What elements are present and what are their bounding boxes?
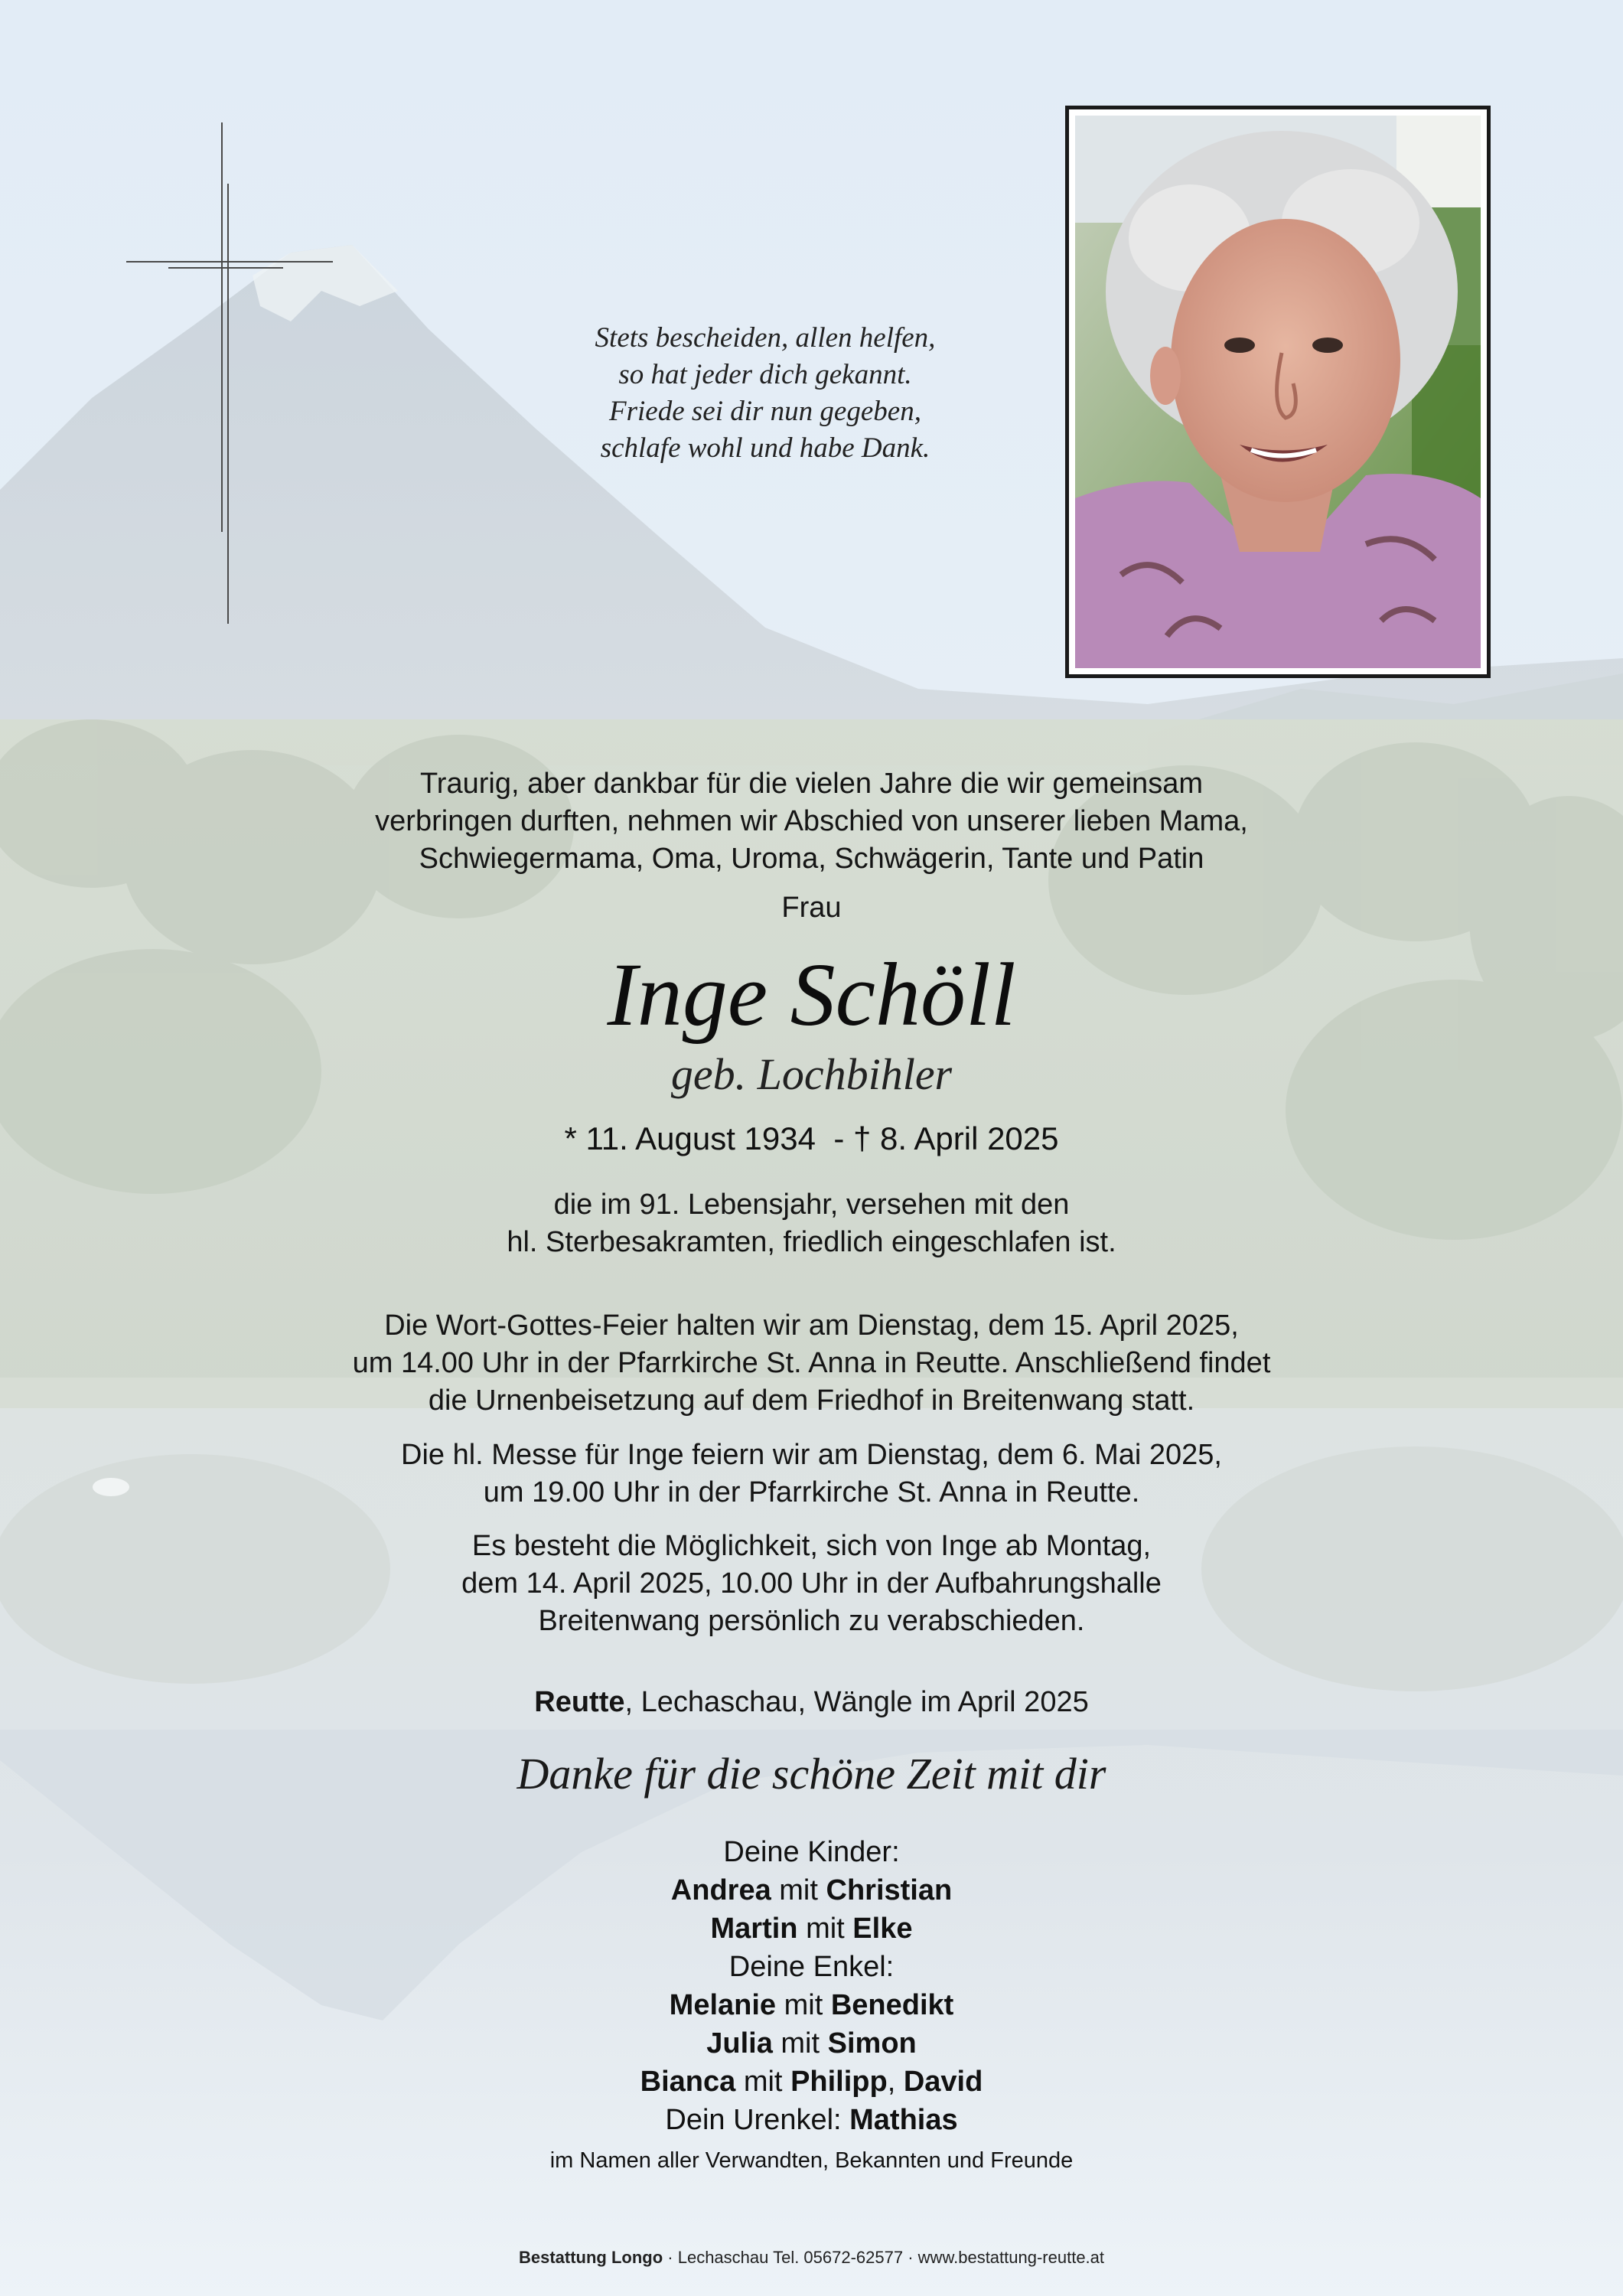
great-grandchild-label: Dein Urenkel: — [665, 2104, 850, 2136]
poem-line: Stets bescheiden, allen helfen, — [595, 322, 936, 354]
poem-line: Friede sei dir nun gegeben, — [609, 396, 921, 427]
family-name: David — [903, 2066, 983, 2098]
service-line: die Urnenbeisetzung auf dem Friedhof in Breitenwang statt. — [428, 1384, 1195, 1417]
poem-line: schlafe wohl und habe Dank. — [600, 432, 930, 464]
intro-text — [0, 765, 1623, 878]
children-label: Deine Kinder: — [723, 1836, 900, 1868]
family-line — [0, 1871, 1623, 1910]
poem — [536, 320, 995, 467]
family-name: Benedikt — [830, 1989, 954, 2021]
service-line: um 14.00 Uhr in der Pfarrkirche St. Anna in Reutte. Anschließend findet — [352, 1347, 1271, 1379]
viewing-text — [0, 1528, 1623, 1640]
deceased-name: Inge Schöll — [607, 944, 1016, 1045]
intro-line: verbringen durften, nehmen wir Abschied von unserer lieben Mama, — [375, 805, 1248, 837]
portrait-image — [1075, 116, 1481, 668]
family-name: Julia — [706, 2027, 773, 2060]
viewing-line: Es besteht die Möglichkeit, sich von Inge ab Montag, — [471, 1530, 1152, 1562]
family-name: Elke — [852, 1913, 913, 1945]
family-name: Bianca — [640, 2066, 736, 2098]
closing-text: im Namen aller Verwandten, Bekannten und Freunde — [549, 2148, 1074, 2173]
grandchildren-label: Deine Enkel: — [728, 1951, 895, 1983]
family-mit: mit — [771, 1874, 826, 1906]
family-name: Christian — [826, 1874, 953, 1906]
family-name: Philipp — [790, 2066, 888, 2098]
intro-line: Traurig, aber dankbar für die vielen Jahre die wir gemeinsam — [420, 768, 1203, 800]
service-line: Die Wort-Gottes-Feier halten wir am Dienstag, dem 15. April 2025, — [384, 1309, 1239, 1342]
viewing-line: dem 14. April 2025, 10.00 Uhr in der Aufbahrungshalle — [461, 1567, 1162, 1600]
family-line — [0, 1910, 1623, 1948]
family-line — [0, 2024, 1623, 2063]
family-name: Melanie — [669, 1989, 777, 2021]
passing-text — [0, 1186, 1623, 1261]
family-name: Martin — [710, 1913, 798, 1945]
place-bold: Reutte — [534, 1686, 625, 1718]
place-date — [0, 1684, 1623, 1721]
family-mit: mit — [735, 2066, 791, 2098]
family-line — [0, 2101, 1623, 2139]
family-list — [0, 1833, 1623, 2139]
salutation: Frau — [781, 892, 842, 924]
mass-text — [0, 1437, 1623, 1512]
viewing-line: Breitenwang persönlich zu verabschieden. — [538, 1605, 1085, 1637]
family-mit: mit — [776, 1989, 831, 2021]
footer-company: Bestattung Longo — [518, 2248, 663, 2267]
passing-line: hl. Sterbesakramten, friedlich eingeschlafen ist. — [507, 1226, 1116, 1258]
footer — [0, 2247, 1623, 2268]
family-mit: mit — [797, 1913, 853, 1945]
intro-line: Schwiegermama, Oma, Uroma, Schwägerin, Tante und Patin — [419, 843, 1204, 875]
place-rest: , Lechaschau, Wängle im April 2025 — [624, 1686, 1089, 1718]
family-name: Mathias — [849, 2104, 958, 2136]
footer-details: · Lechaschau Tel. 05672-62577 · www.bestattung-reutte.at — [663, 2248, 1105, 2267]
life-dates: * 11. August 1934 - † 8. April 2025 — [564, 1120, 1059, 1156]
passing-line: die im 91. Lebensjahr, versehen mit den — [553, 1189, 1070, 1221]
maiden-name: geb. Lochbihler — [670, 1049, 953, 1099]
thanks-line: Danke für die schöne Zeit mit dir — [517, 1749, 1106, 1799]
mass-line: um 19.00 Uhr in der Pfarrkirche St. Anna in Reutte. — [483, 1476, 1140, 1508]
family-name: Simon — [827, 2027, 917, 2060]
poem-line: so hat jeder dich gekannt. — [618, 359, 912, 390]
portrait-photo — [1065, 106, 1491, 678]
mass-line: Die hl. Messe für Inge feiern wir am Dienstag, dem 6. Mai 2025, — [401, 1439, 1222, 1471]
family-name: Andrea — [670, 1874, 771, 1906]
family-mit: mit — [772, 2027, 828, 2060]
service-text — [0, 1307, 1623, 1420]
cross-icon — [122, 119, 337, 631]
family-line — [0, 2063, 1623, 2101]
family-sep: , — [887, 2066, 904, 2098]
family-line — [0, 1986, 1623, 2024]
